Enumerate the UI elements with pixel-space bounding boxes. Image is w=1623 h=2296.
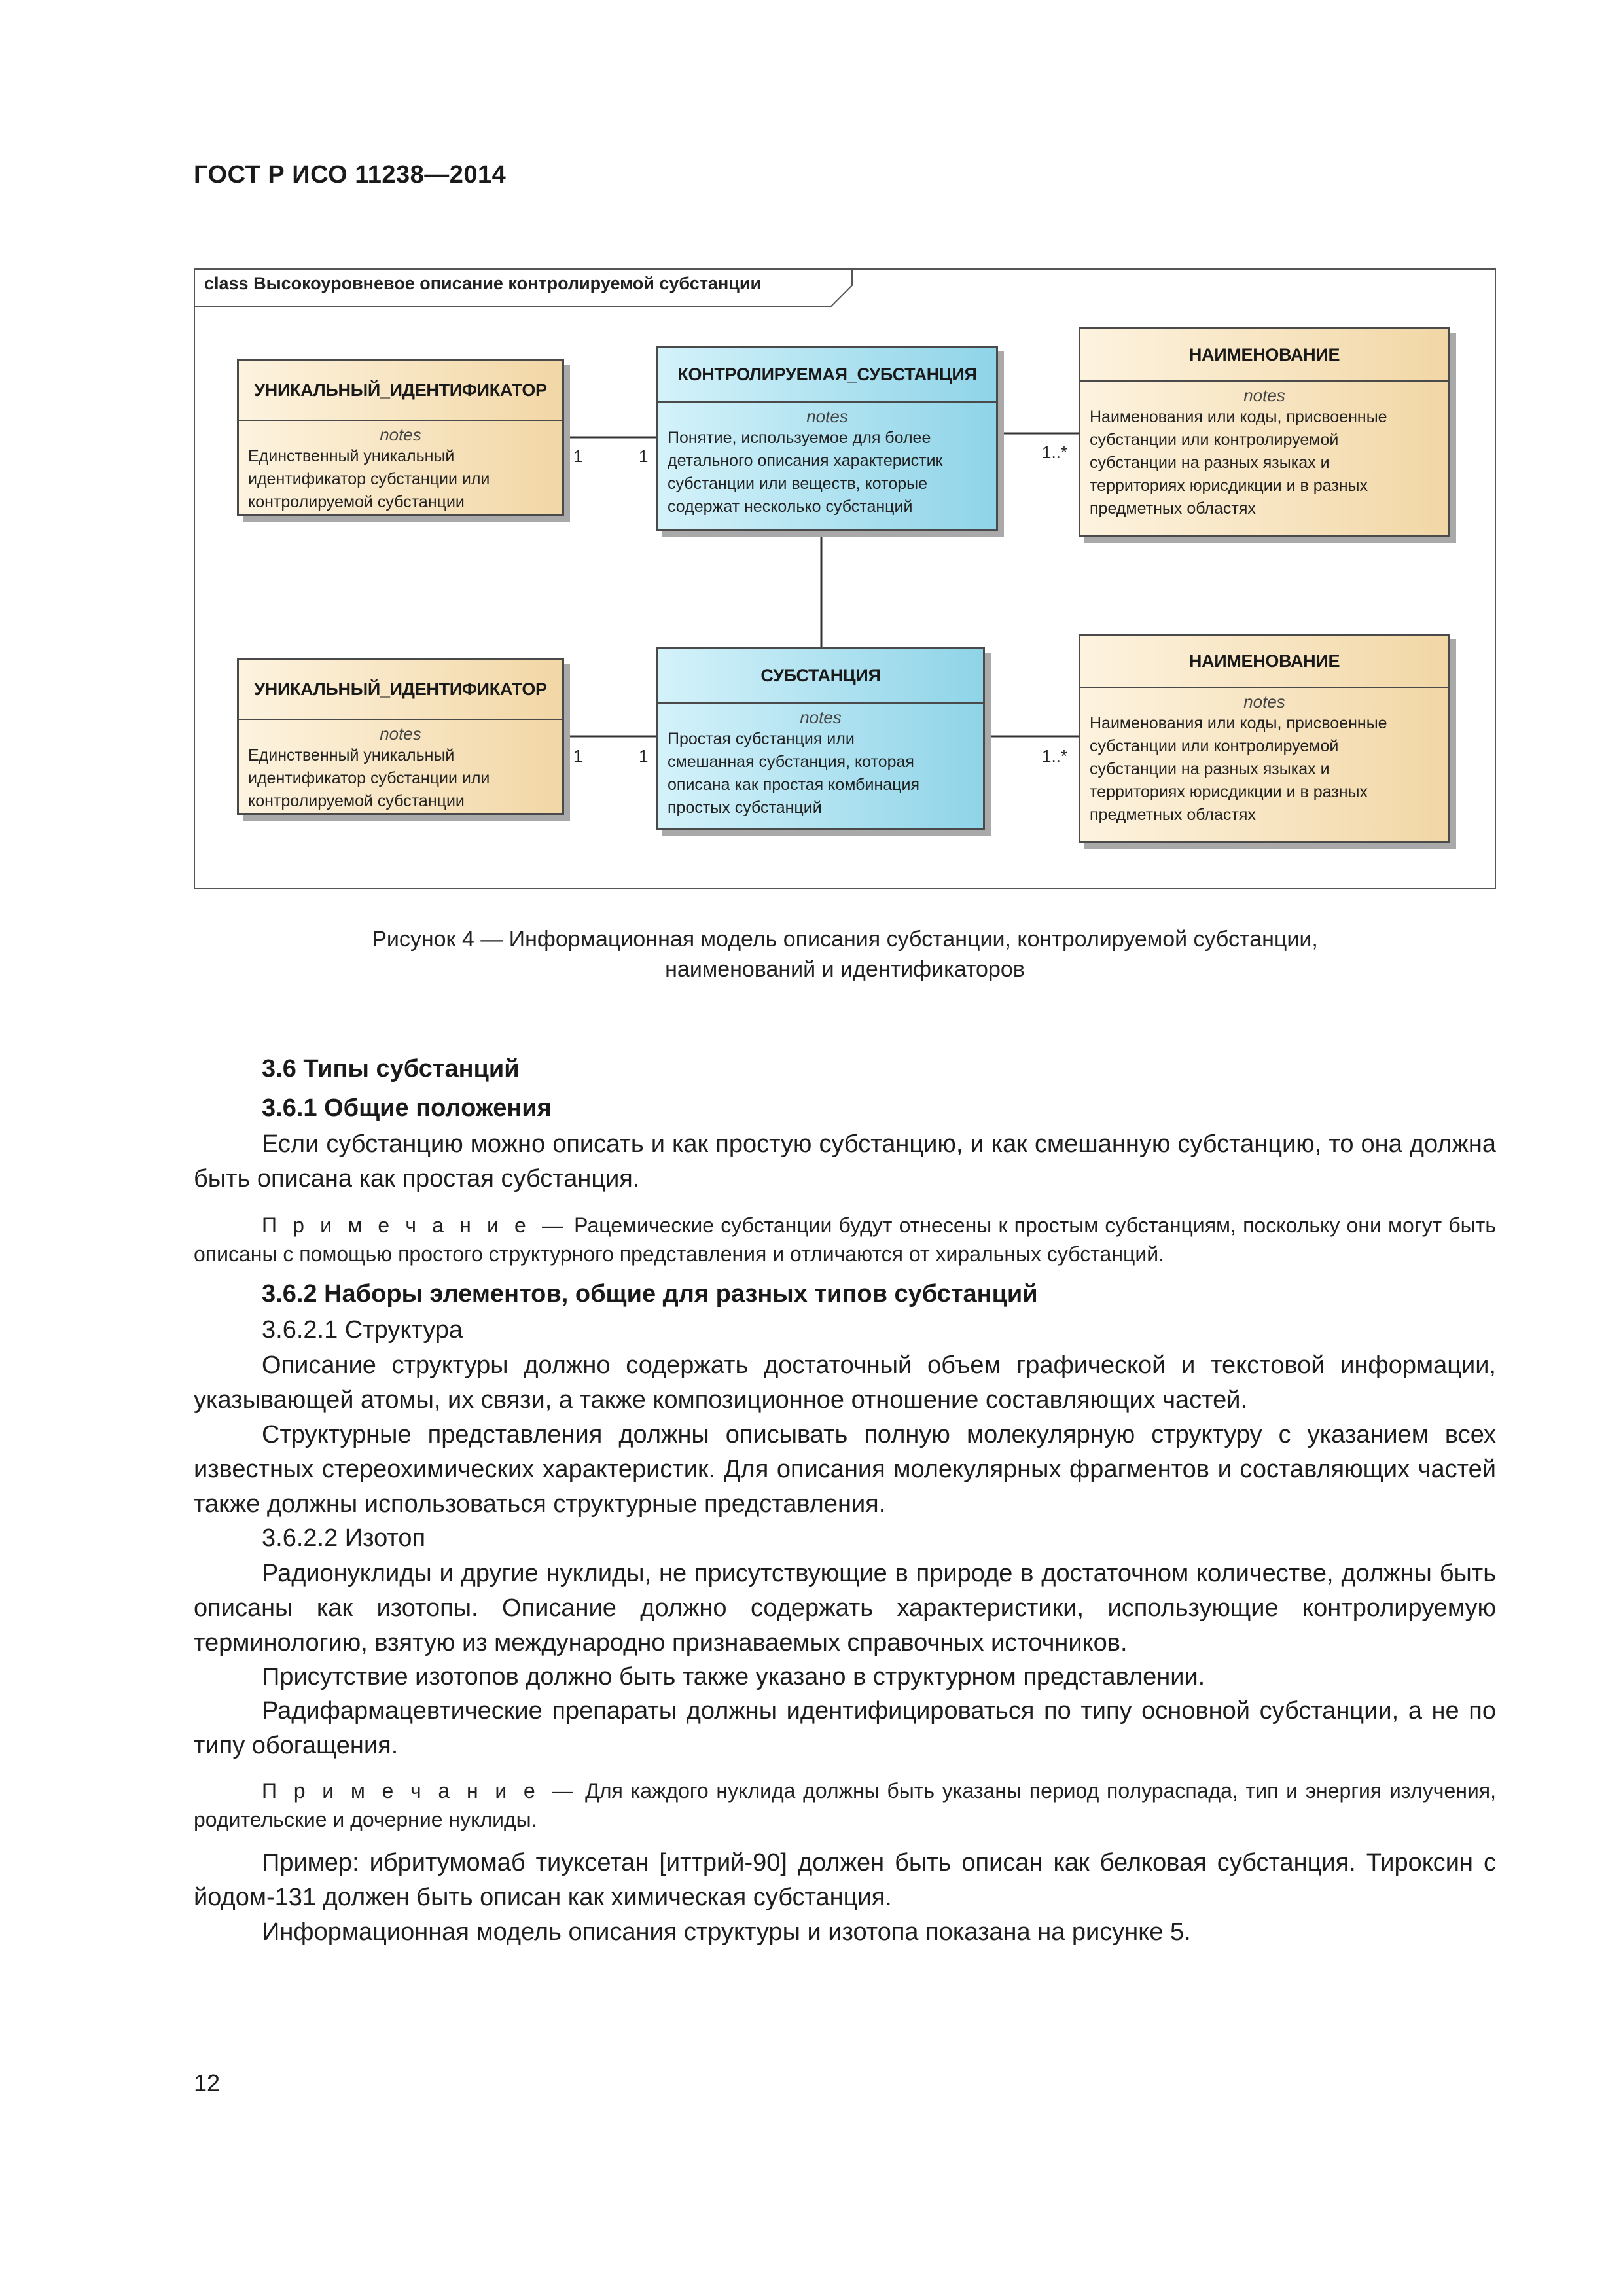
note-line: предметных областях: [1090, 806, 1256, 824]
note-line: территориях юрисдикции и в разных: [1090, 783, 1368, 801]
note-line: содержат несколько субстанций: [668, 497, 913, 516]
class-notes: [658, 728, 983, 819]
multiplicity-label: 1: [639, 746, 649, 766]
class-title: НАИМЕНОВАНИЕ: [1080, 636, 1448, 688]
page-number: 12: [194, 2070, 221, 2096]
notes-label: notes: [806, 406, 848, 426]
multiplicity-label: 1: [639, 446, 649, 466]
notes-label: notes: [1243, 386, 1285, 405]
note-line: описана как простая комбинация: [668, 776, 919, 794]
class-title: СУБСТАНЦИЯ: [658, 649, 983, 704]
note-label: П р и м е ч а н и е —: [262, 1779, 578, 1803]
paragraph: Структурные представления должны описывать полную молекулярную структуру с указанием всех известных стереохимических характеристик. Для описания молекулярных фрагментов и составляющих частей также должны использоваться структурные представления.: [194, 1421, 1496, 1518]
note-line: контролируемой субстанции: [248, 792, 465, 810]
note-paragraph: [194, 1211, 1496, 1268]
class-notes: [239, 445, 562, 514]
paragraph: Пример: ибритумомаб тиуксетан [иттрий-90] должен быть описан как белковая субстанция. Тироксин с йодом-131 должен быть описан как химическая субстанция.: [194, 1849, 1496, 1911]
paragraph: Присутствие изотопов должно быть также указано в структурном представлении.: [262, 1663, 1205, 1691]
note-line: Понятие, используемое для более: [668, 429, 931, 447]
diagram-frame-title: class Высокоуровневое описание контролируемой субстанции: [204, 274, 762, 293]
class-box-name-top: [1079, 327, 1450, 537]
class-title: УНИКАЛЬНЫЙ_ИДЕНТИФИКАТОР: [239, 361, 562, 421]
note-line: Единственный уникальный: [248, 746, 455, 764]
note-line: контролируемой субстанции: [248, 493, 465, 511]
note-line: субстанции на разных языках и: [1090, 454, 1330, 472]
multiplicity-label: 1: [573, 746, 583, 766]
paragraph: Радифармацевтические препараты должны идентифицироваться по типу основной субстанции, а не по типу обогащения.: [194, 1697, 1496, 1759]
paragraph: Радионуклиды и другие нуклиды, не присутствующие в природе в достаточном количестве, должны быть описаны как изотопы. Описание должно содержать характеристики, использующие контролируемую терминологию, взятую из международно признаваемых справочных источников.: [194, 1560, 1496, 1657]
note-line: идентификатор субстанции или: [248, 769, 490, 787]
notes-label: notes: [800, 708, 842, 727]
class-box-name-bottom: [1079, 634, 1450, 843]
subsection-heading-3-6-2-2: 3.6.2.2 Изотоп: [262, 1524, 426, 1552]
class-box-controlled-substance: [656, 346, 998, 531]
paragraph: Если субстанцию можно описать и как простую субстанцию, и как смешанную субстанцию, то она должна быть описана как простая субстанция.: [194, 1130, 1496, 1193]
class-notes: [658, 427, 996, 518]
class-notes: [239, 744, 562, 813]
note-text: Для каждого нуклида должны быть указаны период полураспада, тип и энергия излучения, родительские и дочерние нуклиды.: [194, 1779, 1497, 1831]
note-text: Рацемические субстанции будут отнесены к простым субстанциям, поскольку они могут быть описаны с помощью простого структурного представления и отличаются от хиральных субстанций.: [194, 1213, 1496, 1266]
multiplicity-label: 1: [573, 446, 583, 466]
note-label: П р и м е ч а н и е —: [262, 1213, 567, 1237]
note-line: идентификатор субстанции или: [248, 470, 490, 488]
class-box-substance: [656, 647, 985, 830]
note-line: детального описания характеристик: [668, 452, 943, 470]
note-line: территориях юрисдикции и в разных: [1090, 476, 1368, 495]
note-paragraph: [194, 1776, 1496, 1834]
note-line: субстанции или контролируемой: [1090, 431, 1339, 449]
class-notes: [1080, 712, 1448, 827]
notes-label: notes: [1243, 692, 1285, 711]
note-line: субстанции или контролируемой: [1090, 737, 1339, 755]
class-box-unique-identifier-bottom: [237, 658, 564, 815]
paragraph: Информационная модель описания структуры и изотопа показана на рисунке 5.: [262, 1918, 1191, 1946]
class-notes: [1080, 406, 1448, 520]
note-line: Наименования или коды, присвоенные: [1090, 714, 1387, 732]
note-line: Наименования или коды, присвоенные: [1090, 408, 1387, 426]
note-line: субстанции на разных языках и: [1090, 760, 1330, 778]
notes-label: notes: [380, 724, 421, 744]
note-line: простых субстанций: [668, 798, 822, 817]
section-heading-3-6: 3.6 Типы субстанций: [262, 1055, 520, 1083]
note-line: Простая субстанция или: [668, 730, 855, 748]
class-box-unique-identifier-top: [237, 359, 564, 516]
note-line: предметных областях: [1090, 499, 1256, 518]
document-header: ГОСТ Р ИСО 11238—2014: [194, 161, 507, 188]
notes-label: notes: [380, 425, 421, 444]
note-line: смешанная субстанция, которая: [668, 753, 914, 771]
section-heading-3-6-1: 3.6.1 Общие положения: [262, 1094, 552, 1122]
note-line: Единственный уникальный: [248, 447, 455, 465]
class-title: УНИКАЛЬНЫЙ_ИДЕНТИФИКАТОР: [239, 660, 562, 720]
section-heading-3-6-2: 3.6.2 Наборы элементов, общие для разных типов субстанций: [262, 1280, 1038, 1308]
figure-caption-line: наименований и идентификаторов: [665, 957, 1025, 982]
class-title: НАИМЕНОВАНИЕ: [1080, 329, 1448, 382]
paragraph: Описание структуры должно содержать достаточный объем графической и текстовой информации, указывающей атомы, их связи, а также композиционное отношение составляющих частей.: [194, 1352, 1496, 1414]
subsection-heading-3-6-2-1: 3.6.2.1 Структура: [262, 1316, 463, 1344]
class-title: КОНТРОЛИРУЕМАЯ_СУБСТАНЦИЯ: [658, 348, 996, 403]
multiplicity-label: 1..*: [1042, 746, 1068, 766]
multiplicity-label: 1..*: [1042, 442, 1068, 462]
figure-caption-line: Рисунок 4 — Информационная модель описания субстанции, контролируемой субстанции,: [372, 927, 1318, 952]
note-line: субстанции или веществ, которые: [668, 475, 927, 493]
